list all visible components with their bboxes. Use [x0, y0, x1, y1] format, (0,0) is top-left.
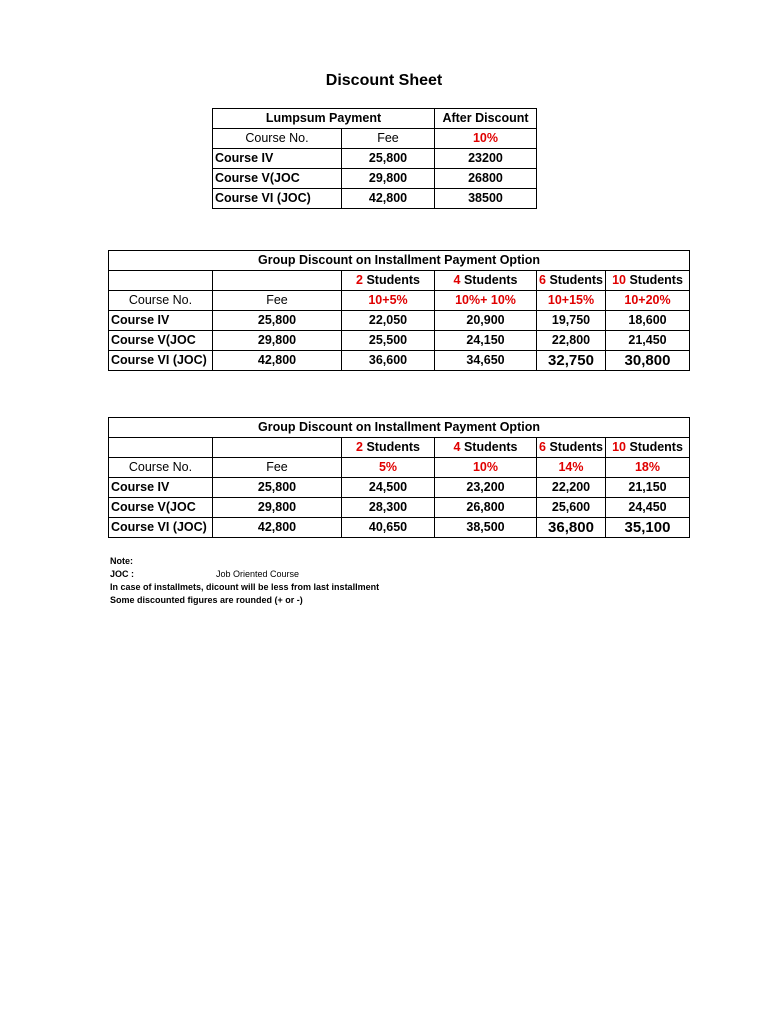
joc-label: JOC : [110, 569, 135, 579]
students-header [342, 271, 435, 291]
course-name: Course VI (JOC) [109, 518, 213, 538]
table-row [109, 351, 690, 371]
students-label: Students [625, 440, 683, 454]
course-no-header: Course No. [109, 458, 213, 478]
students-header [435, 438, 537, 458]
students-header [537, 271, 606, 291]
discount-percent: 10+15% [537, 291, 606, 311]
group-table-title: Group Discount on Installment Payment Option [109, 251, 690, 271]
students-label: Students [546, 440, 603, 454]
note-line-rounding: Some discounted figures are rounded (+ or -) [110, 595, 303, 605]
joc-note [110, 568, 379, 581]
course-name: Course V(JOC [213, 169, 342, 189]
group-discount-table-1 [108, 250, 690, 371]
discount-value: 30,800 [606, 351, 690, 371]
students-count: 6 [539, 273, 546, 287]
table-row [213, 169, 537, 189]
discount-value: 20,900 [435, 311, 537, 331]
discount-value: 25,600 [537, 498, 606, 518]
fee-value: 42,800 [342, 189, 435, 209]
discount-percent: 14% [537, 458, 606, 478]
fee-value: 25,800 [342, 149, 435, 169]
students-count: 6 [539, 440, 546, 454]
discount-value: 22,800 [537, 331, 606, 351]
discount-value: 24,500 [342, 478, 435, 498]
fee-value: 25,800 [213, 478, 342, 498]
empty-cell [109, 271, 213, 291]
empty-cell [109, 438, 213, 458]
discount-value: 40,650 [342, 518, 435, 538]
fee-value: 42,800 [213, 518, 342, 538]
group-table-title: Group Discount on Installment Payment Option [109, 418, 690, 438]
discount-value: 26,800 [435, 498, 537, 518]
students-count: 2 [356, 440, 363, 454]
note-label: Note: [110, 556, 133, 566]
discount-value: 36,600 [342, 351, 435, 371]
table-row [109, 518, 690, 538]
course-name: Course VI (JOC) [109, 351, 213, 371]
course-name: Course VI (JOC) [213, 189, 342, 209]
students-header [537, 438, 606, 458]
students-label: Students [363, 273, 420, 287]
discount-percent: 10%+ 10% [435, 291, 537, 311]
students-count: 10 [612, 273, 626, 287]
fee-header: Fee [213, 458, 342, 478]
discount-percent: 10+20% [606, 291, 690, 311]
discount-percent: 10+5% [342, 291, 435, 311]
discount-value: 22,200 [537, 478, 606, 498]
fee-value: 29,800 [213, 331, 342, 351]
discount-value: 24,450 [606, 498, 690, 518]
group-discount-table-2 [108, 417, 690, 538]
students-label: Students [460, 440, 518, 454]
discount-value: 19,750 [537, 311, 606, 331]
lumpsum-table [212, 108, 537, 209]
discount-value: 36,800 [537, 518, 606, 538]
table-row [213, 149, 537, 169]
discount-value: 28,300 [342, 498, 435, 518]
table-row [109, 498, 690, 518]
fee-value: 25,800 [213, 311, 342, 331]
discount-value: 25,500 [342, 331, 435, 351]
course-name: Course IV [109, 478, 213, 498]
discount-percent: 10% [435, 458, 537, 478]
discount-value: 35,100 [606, 518, 690, 538]
students-label: Students [460, 273, 518, 287]
table-row [109, 478, 690, 498]
empty-cell [213, 271, 342, 291]
students-label: Students [363, 440, 420, 454]
discount-value: 26800 [435, 169, 537, 189]
discount-value: 32,750 [537, 351, 606, 371]
students-count: 2 [356, 273, 363, 287]
course-name: Course IV [109, 311, 213, 331]
table-row [109, 331, 690, 351]
students-header [342, 438, 435, 458]
students-count: 4 [453, 440, 461, 454]
students-header [435, 271, 537, 291]
discount-value: 18,600 [606, 311, 690, 331]
lumpsum-header: Lumpsum Payment [213, 109, 435, 129]
table-row [213, 189, 537, 209]
students-count: 10 [612, 440, 626, 454]
fee-header: Fee [342, 129, 435, 149]
after-discount-header: After Discount [435, 109, 537, 129]
discount-percent: 18% [606, 458, 690, 478]
discount-value: 34,650 [435, 351, 537, 371]
fee-header: Fee [213, 291, 342, 311]
discount-value: 23200 [435, 149, 537, 169]
students-label: Students [625, 273, 683, 287]
empty-cell [213, 438, 342, 458]
course-no-header: Course No. [213, 129, 342, 149]
table-row [109, 311, 690, 331]
students-header [606, 438, 690, 458]
students-label: Students [546, 273, 603, 287]
discount-value: 38,500 [435, 518, 537, 538]
discount-value: 22,050 [342, 311, 435, 331]
discount-percent: 10% [435, 129, 537, 149]
discount-value: 23,200 [435, 478, 537, 498]
students-header [606, 271, 690, 291]
page-title: Discount Sheet [325, 72, 443, 89]
note-line-installments: In case of installmets, dicount will be less from last installment [110, 582, 380, 592]
discount-value: 21,450 [606, 331, 690, 351]
fee-value: 42,800 [213, 351, 342, 371]
discount-value: 21,150 [606, 478, 690, 498]
students-count: 4 [453, 273, 461, 287]
joc-value: Job Oriented Course [216, 569, 300, 579]
fee-value: 29,800 [342, 169, 435, 189]
course-name: Course V(JOC [109, 331, 213, 351]
discount-value: 38500 [435, 189, 537, 209]
discount-percent: 5% [342, 458, 435, 478]
course-name: Course IV [213, 149, 342, 169]
notes-section [110, 555, 379, 607]
course-name: Course V(JOC [109, 498, 213, 518]
course-no-header: Course No. [109, 291, 213, 311]
fee-value: 29,800 [213, 498, 342, 518]
discount-value: 24,150 [435, 331, 537, 351]
